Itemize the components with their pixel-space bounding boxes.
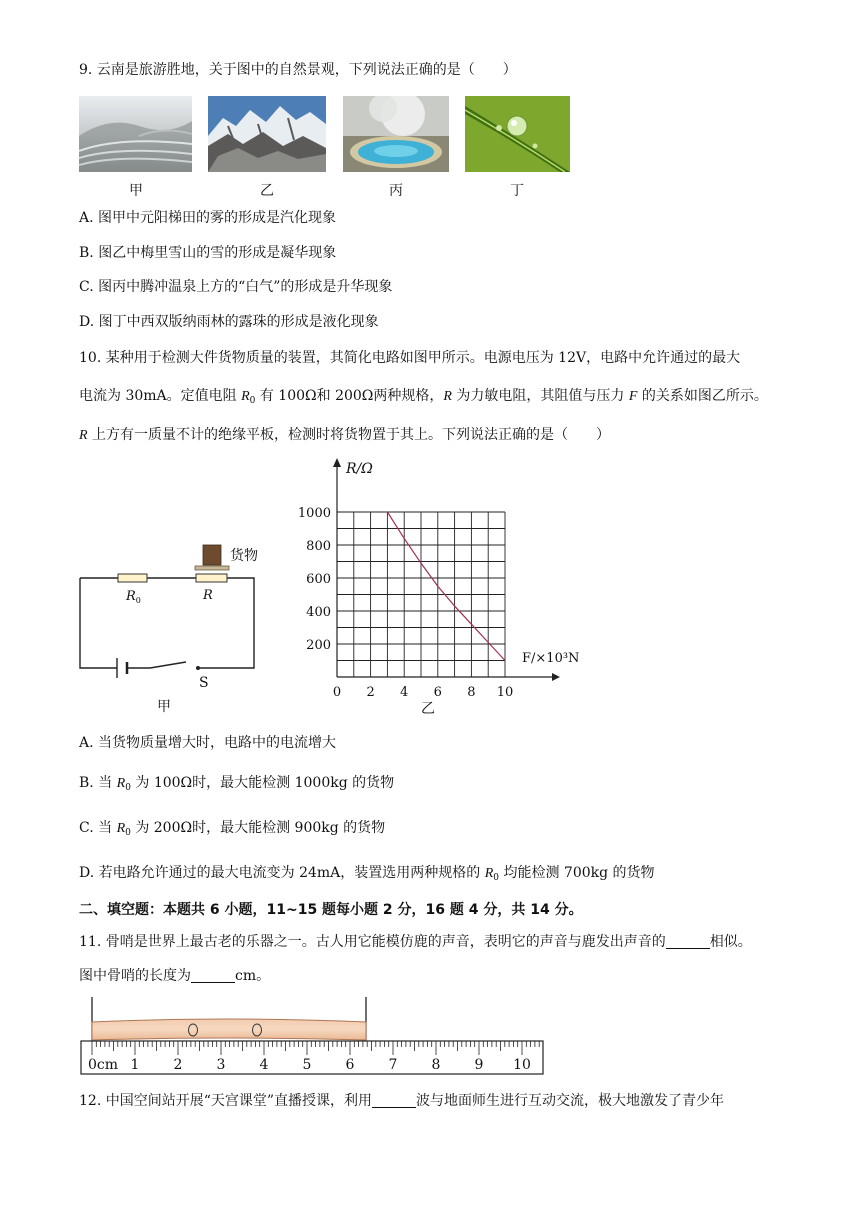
q10-option-b: B. 当 $R_0$ 为 100Ω时，最大能检测 1000kg 的货物 <box>79 775 395 793</box>
x-tick-label: 0 <box>332 685 342 700</box>
q9-option-d: D. 图丁中西双版纳雨林的露珠的形成是液化现象 <box>79 314 379 330</box>
x-tick-label: 4 <box>400 685 409 700</box>
y-tick-label: 400 <box>306 605 331 620</box>
ruler-label: 6 <box>345 1057 355 1073</box>
q9-option-c: C. 图丙中腾冲温泉上方的“白气”的形成是升华现象 <box>79 279 393 295</box>
r-label: R <box>203 588 213 603</box>
y-tick-label: 1000 <box>297 506 331 521</box>
ruler-label: 9 <box>474 1057 484 1073</box>
y-axis-arrow <box>333 458 341 467</box>
ruler-label: 3 <box>216 1057 226 1073</box>
q9-option-a: A. 图甲中元阳梯田的雾的形成是汽化现象 <box>79 210 337 226</box>
x-tick-label: 6 <box>433 685 442 700</box>
ruler-label: 10 <box>513 1057 531 1073</box>
y-tick-label: 200 <box>306 638 331 653</box>
bone-whistle <box>92 1019 366 1040</box>
q9-option-b: B. 图乙中梅里雪山的雪的形成是凝华现象 <box>79 245 337 261</box>
caption-yi: 乙 <box>260 183 274 199</box>
q11-line1: 11. 骨哨是世界上最古老的乐器之一。古人用它能模仿鹿的声音，表明它的声音与鹿发出声音的 相似。 <box>79 934 752 950</box>
q10-stem-line3: R 上方有一质量不计的绝缘平板，检测时将货物置于其上。下列说法正确的是（ ） <box>79 427 611 443</box>
r-f-curve <box>387 512 505 661</box>
circuit-diagram <box>70 540 270 715</box>
chart-caption: 乙 <box>421 701 435 717</box>
section2-heading: 二、填空题：本题共 6 小题，11~15 题每小题 2 分，16 题 4 分，共 14 分。 <box>79 902 583 918</box>
ruler-label: 5 <box>302 1057 312 1073</box>
cargo-box <box>203 545 221 565</box>
q10-stem-line1: 10. 某种用于检测大件货物质量的装置，其简化电路如图甲所示。电源电压为 12V，电路中允许通过的最大 <box>79 350 741 366</box>
switch-pivot <box>196 666 200 670</box>
y-axis-label: R/Ω <box>346 461 373 477</box>
ruler-label: 0cm <box>88 1057 119 1073</box>
q12-line: 12. 中国空间站开展“天宫课堂”直播授课，利用 波与地面师生进行互动交流，极大地激发了青少年 <box>79 1093 725 1109</box>
ruler-label: 8 <box>431 1057 441 1073</box>
q9-stem: 9. 云南是旅游胜地，关于图中的自然景观，下列说法正确的是（ ） <box>79 62 517 78</box>
r-resistor <box>196 574 227 582</box>
answer-blank-3[interactable] <box>372 1093 416 1108</box>
answer-blank-2[interactable] <box>191 968 235 983</box>
circuit-caption: 甲 <box>157 699 171 715</box>
ruler-label: 1 <box>130 1057 140 1073</box>
q11-line2: 图中骨哨的长度为 cm。 <box>79 968 271 984</box>
cargo-label: 货物 <box>230 548 258 564</box>
caption-bing: 丙 <box>389 183 403 199</box>
r-f-graph <box>290 455 590 720</box>
r0-label: $R_0$ <box>126 589 141 605</box>
q10-option-d: D. 若电路允许通过的最大电流变为 24mA，装置选用两种规格的 $R_0$ 均能检测 700kg 的货物 <box>79 865 655 883</box>
ruler-label: 4 <box>259 1057 269 1073</box>
terrace-fog-photo <box>79 96 192 172</box>
dew-drop-photo <box>465 96 570 172</box>
x-tick-label: 8 <box>467 685 476 700</box>
answer-blank-1[interactable] <box>666 934 710 949</box>
hot-spring-photo <box>343 96 449 172</box>
ruler-label: 2 <box>173 1057 183 1073</box>
caption-ding: 丁 <box>510 183 524 199</box>
y-tick-label: 600 <box>306 572 331 587</box>
q10-stem-line2: 电流为 30mA。定值电阻 $R_0$ 有 100Ω和 200Ω两种规格，R 为力敏电阻，其阻值与压力 F 的关系如图乙所示。 <box>79 388 768 406</box>
r0-resistor <box>118 574 147 582</box>
x-axis-arrow <box>552 673 560 681</box>
insulating-plate <box>195 566 229 570</box>
x-tick-label: 2 <box>366 685 375 700</box>
snow-mountain-photo <box>208 96 326 172</box>
x-axis-label: F/×10³N <box>522 651 580 666</box>
y-tick-label: 800 <box>306 539 331 554</box>
switch-label: S <box>199 675 209 691</box>
q10-option-a: A. 当货物质量增大时，电路中的电流增大 <box>79 735 337 751</box>
q10-option-c: C. 当 $R_0$ 为 200Ω时，最大能检测 900kg 的货物 <box>79 820 386 838</box>
x-tick-label: 10 <box>496 685 514 700</box>
caption-jia: 甲 <box>129 183 143 199</box>
ruler-label: 7 <box>388 1057 398 1073</box>
ruler-figure <box>78 994 548 1078</box>
